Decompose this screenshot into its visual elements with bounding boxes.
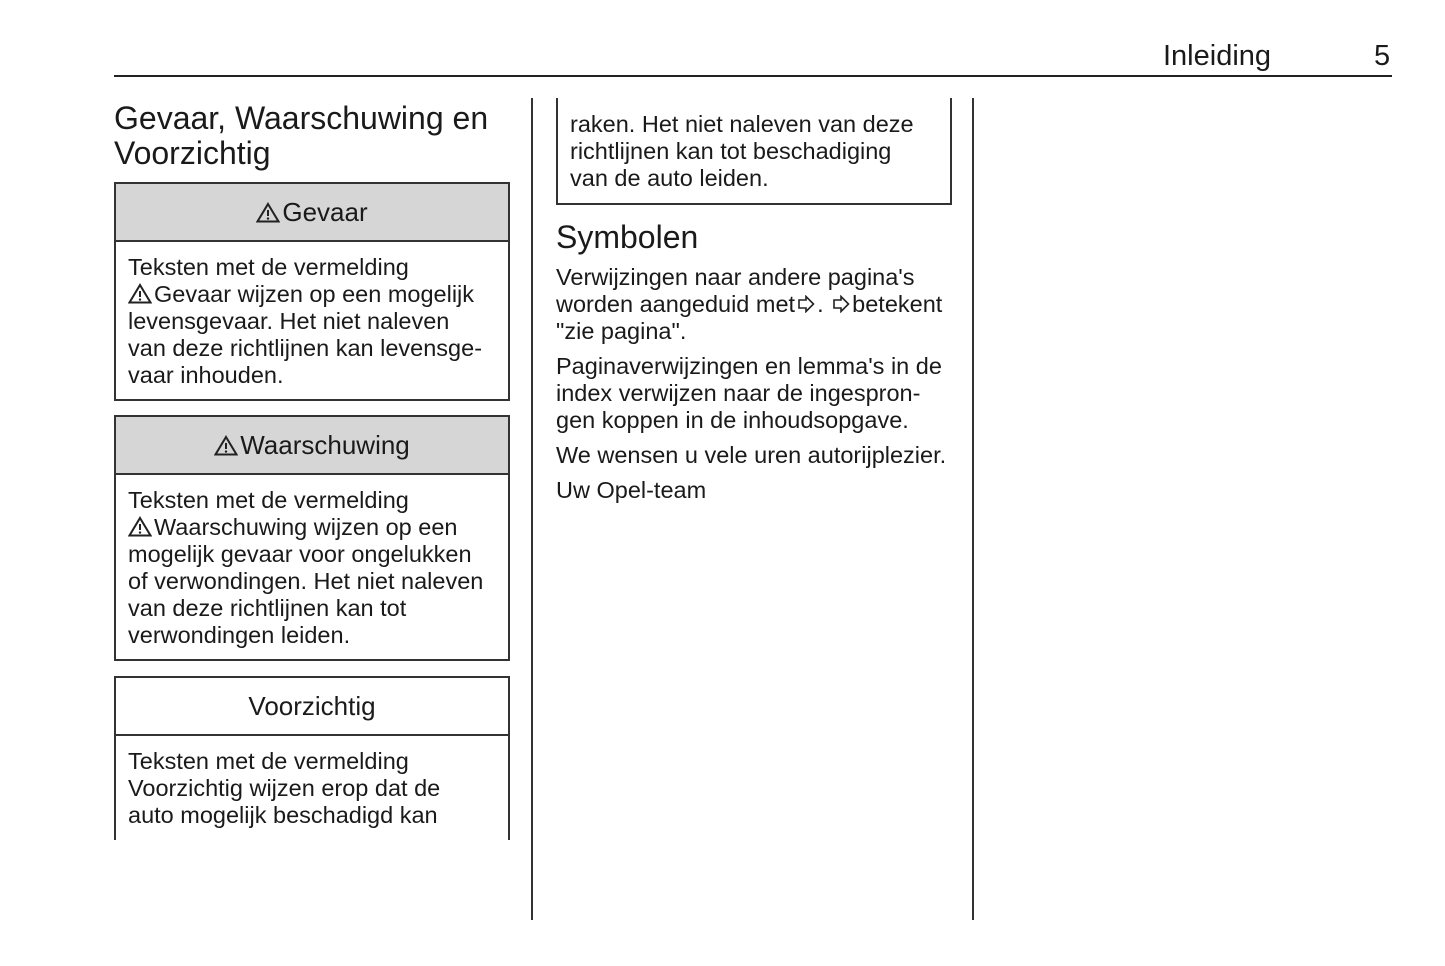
warning-label: Waarschuwing	[240, 429, 410, 460]
text-line	[556, 291, 951, 318]
text-line: Paginaverwijzingen en lemma's in de	[556, 353, 942, 379]
text-span: .	[817, 291, 824, 317]
heading-line: Gevaar, Waarschuwing en	[114, 100, 489, 136]
warning-box	[114, 415, 510, 661]
text-span: betekent	[852, 291, 943, 317]
text-line: richtlijnen kan tot beschadiging	[570, 138, 892, 164]
caution-label: Voorzichtig	[248, 690, 376, 721]
paragraph	[556, 353, 951, 434]
text-line: Verwijzingen naar andere pagina's	[556, 264, 915, 290]
warning-triangle-icon	[214, 435, 238, 456]
signature	[556, 477, 951, 504]
text-line	[128, 514, 496, 541]
text-line: verwondingen leiden.	[128, 622, 351, 648]
text-line: auto mogelijk beschadigd kan	[128, 802, 438, 828]
text-line: gen koppen in de inhoudsopgave.	[556, 407, 909, 433]
text-line: Uw Opel-team	[556, 477, 707, 503]
warning-triangle-icon	[128, 516, 152, 537]
text-line: vaar inhouden.	[128, 362, 284, 388]
header-rule	[114, 75, 1392, 77]
text-span: Gevaar wijzen op een mogelijk	[154, 281, 475, 307]
column-divider	[972, 98, 974, 920]
text-line: raken. Het niet naleven van deze	[570, 111, 914, 137]
danger-text	[116, 242, 508, 399]
text-line: van deze richtlijnen kan tot	[128, 595, 407, 621]
caution-header	[116, 678, 508, 736]
section-heading	[114, 101, 488, 171]
paragraph	[556, 264, 951, 345]
page-reference-arrow-icon	[797, 295, 815, 313]
page-number: 5	[1374, 40, 1391, 72]
column-divider	[531, 98, 533, 920]
text-line: index verwijzen naar de ingespron-	[556, 380, 921, 406]
text-line: van de auto leiden.	[570, 165, 769, 191]
warning-triangle-icon	[256, 202, 280, 223]
text-line: of verwondingen. Het niet naleven	[128, 568, 484, 594]
caution-box	[114, 676, 510, 840]
text-line: Voorzichtig wijzen erop dat de	[128, 775, 441, 801]
paragraph	[556, 442, 951, 469]
warning-triangle-icon	[128, 283, 152, 304]
warning-text	[116, 475, 508, 659]
caution-text-continued	[558, 98, 950, 202]
text-line: levensgevaar. Het niet naleven	[128, 308, 450, 334]
text-line: Teksten met de vermelding	[128, 254, 409, 280]
text-span: Waarschuwing wijzen op een	[154, 514, 458, 540]
symbols-body	[556, 264, 951, 512]
text-line: We wensen u vele uren autorijplezier.	[556, 442, 947, 468]
section-title: Inleiding	[1163, 40, 1272, 72]
text-line: mogelijk gevaar voor ongelukken	[128, 541, 472, 567]
text-line: "zie pagina".	[556, 318, 687, 344]
symbols-heading: Symbolen	[556, 219, 699, 255]
danger-box	[114, 182, 510, 401]
text-line	[128, 281, 496, 308]
text-line: Teksten met de vermelding	[128, 487, 409, 513]
caution-text	[116, 736, 508, 839]
page-reference-arrow-icon	[832, 295, 850, 313]
heading-line: Voorzichtig	[114, 135, 271, 171]
danger-label: Gevaar	[282, 196, 368, 227]
text-line: Teksten met de vermelding	[128, 748, 409, 774]
caution-box-continued	[556, 98, 952, 205]
text-span: worden aangeduid met	[556, 291, 796, 317]
text-line: van deze richtlijnen kan levensge-	[128, 335, 483, 361]
warning-header	[116, 417, 508, 475]
danger-header	[116, 184, 508, 242]
